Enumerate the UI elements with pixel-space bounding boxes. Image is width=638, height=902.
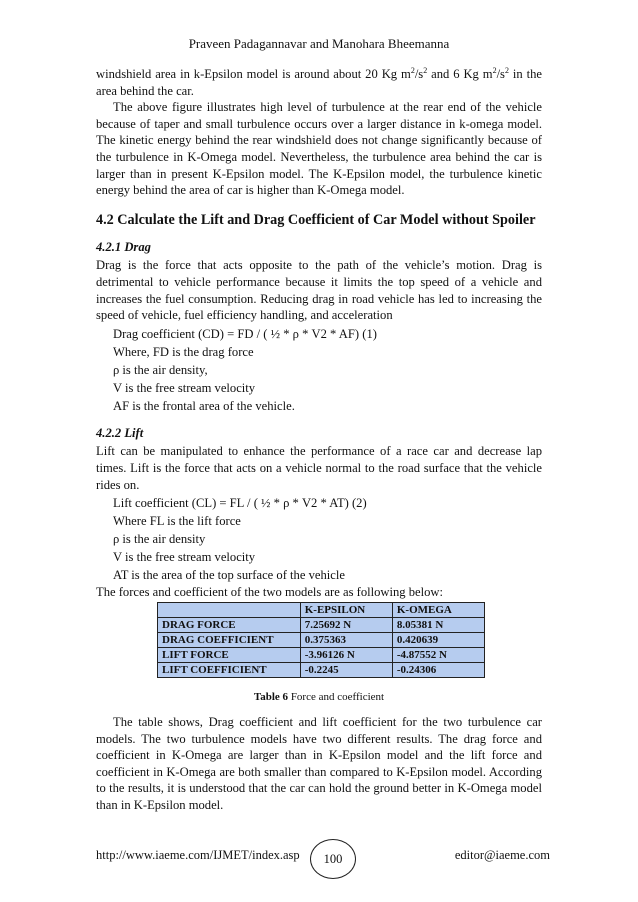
intro-text-1: windshield area in k-Epsilon model is around about 20 Kg m bbox=[96, 67, 411, 81]
table-row bbox=[158, 648, 485, 663]
table-cell: 8.05381 N bbox=[392, 618, 484, 633]
table-row bbox=[158, 633, 485, 648]
drag-where-line: V is the free stream velocity bbox=[113, 380, 256, 395]
journal-url-link[interactable]: http://www.iaeme.com/IJMET/index.asp bbox=[96, 848, 300, 862]
lift-where-line: ρ is the air density bbox=[113, 532, 206, 547]
superscript: 2 bbox=[423, 66, 428, 75]
table-header-cell bbox=[158, 603, 301, 618]
lift-paragraph: Lift can be manipulated to enhance the performance of a race car and decrease lap times. Lift is the force that acts on a vehicle normal to the road surface that the vehicle rides on. bbox=[96, 444, 542, 492]
lift-where-line: AT is the area of the top surface of the vehicle bbox=[113, 568, 345, 583]
results-table bbox=[157, 602, 485, 678]
drag-where-line: ρ is the air density, bbox=[113, 362, 208, 377]
table-header-cell: K-OMEGA bbox=[392, 603, 484, 618]
superscript: 2 bbox=[492, 66, 497, 75]
table-cell: -0.2245 bbox=[300, 663, 392, 678]
editor-email-link[interactable]: editor@iaeme.com bbox=[454, 848, 550, 862]
lift-subheading: 4.2.2 Lift bbox=[96, 425, 144, 440]
drag-paragraph: Drag is the force that acts opposite to the path of the vehicle’s motion. Drag is detrimental to vehicle performance because it limits the top speed of a vehicle and increases the fuel consumption. Reducing drag in road vehicle has led to increasing the speed of vehicle, fuel efficiency handling, and acceleration bbox=[96, 258, 542, 323]
intro-text-3: and 6 Kg m bbox=[427, 67, 493, 81]
conclusion-paragraph: The table shows, Drag coefficient and lift coefficient for the two turbulence car models. The two turbulence models have two different results. The drag force and coefficient in K-Omega are larger than in K-Epsilon model and the lift force and coefficient in K-Omega are both smaller than compared to K-Epsilon model. According to the results, it is understood that the car can hold the ground better in K-Omega model than in K-Epsilon model. bbox=[96, 715, 542, 813]
table-caption-text: Force and coefficient bbox=[288, 691, 385, 704]
superscript: 2 bbox=[504, 66, 509, 75]
page-number: 100 bbox=[310, 839, 356, 879]
running-header: Praveen Padagannavar and Manohara Bheemanna bbox=[188, 36, 450, 51]
turbulence-paragraph: The above figure illustrates high level of turbulence at the rear end of the vehicle because of taper and small turbulence occurs over a larger distance in k-omega model. The kinetic energy behind the rear windshield does not change significantly because of the turbulence in K-Omega model. Nevertheless, the turbulence area behind the car is larger than in present K-Epsilon model. The K-Epsilon model, the turbulence kinetic energy behind the area of car is higher than K-Omega model. bbox=[96, 100, 542, 198]
intro-paragraph bbox=[96, 66, 542, 99]
page-footer bbox=[0, 848, 638, 868]
table-header-cell: K-EPSILON bbox=[300, 603, 392, 618]
table-cell: 0.420639 bbox=[392, 633, 484, 648]
table-caption bbox=[96, 690, 542, 704]
section-heading: 4.2 Calculate the Lift and Drag Coefficient of Car Model without Spoiler bbox=[96, 211, 536, 228]
table-cell: LIFT FORCE bbox=[158, 648, 301, 663]
table-cell: DRAG FORCE bbox=[158, 618, 301, 633]
intro-text-4: /s bbox=[496, 67, 505, 81]
table-cell: DRAG COEFFICIENT bbox=[158, 633, 301, 648]
drag-where-line: AF is the frontal area of the vehicle. bbox=[113, 398, 295, 413]
table-cell: -3.96126 N bbox=[300, 648, 392, 663]
table-cell: LIFT COEFFICIENT bbox=[158, 663, 301, 678]
table-row bbox=[158, 663, 485, 678]
results-table-wrapper bbox=[157, 602, 542, 678]
table-cell: 0.375363 bbox=[300, 633, 392, 648]
table-cell: 7.25692 N bbox=[300, 618, 392, 633]
table-intro: The forces and coefficient of the two models are as following below: bbox=[96, 585, 444, 600]
drag-formula: Drag coefficient (CD) = FD / ( ½ * ρ * V2 * AF) (1) bbox=[113, 326, 377, 341]
intro-text-2: /s bbox=[414, 67, 424, 81]
lift-where-line: V is the free stream velocity bbox=[113, 550, 256, 565]
drag-subheading: 4.2.1 Drag bbox=[96, 239, 151, 254]
table-row bbox=[158, 618, 485, 633]
table-cell: -0.24306 bbox=[392, 663, 484, 678]
drag-where-line: Where, FD is the drag force bbox=[113, 344, 254, 359]
table-header-row bbox=[158, 603, 485, 618]
page-body bbox=[96, 66, 542, 814]
table-cell: -4.87552 N bbox=[392, 648, 484, 663]
intro-text-5: in the area behind the car. bbox=[96, 67, 542, 98]
superscript: 2 bbox=[410, 66, 415, 75]
lift-formula: Lift coefficient (CL) = FL / ( ½ * ρ * V2 * AT) (2) bbox=[113, 496, 367, 511]
lift-where-line: Where FL is the lift force bbox=[113, 514, 241, 529]
table-caption-label: Table 6 bbox=[253, 691, 289, 704]
